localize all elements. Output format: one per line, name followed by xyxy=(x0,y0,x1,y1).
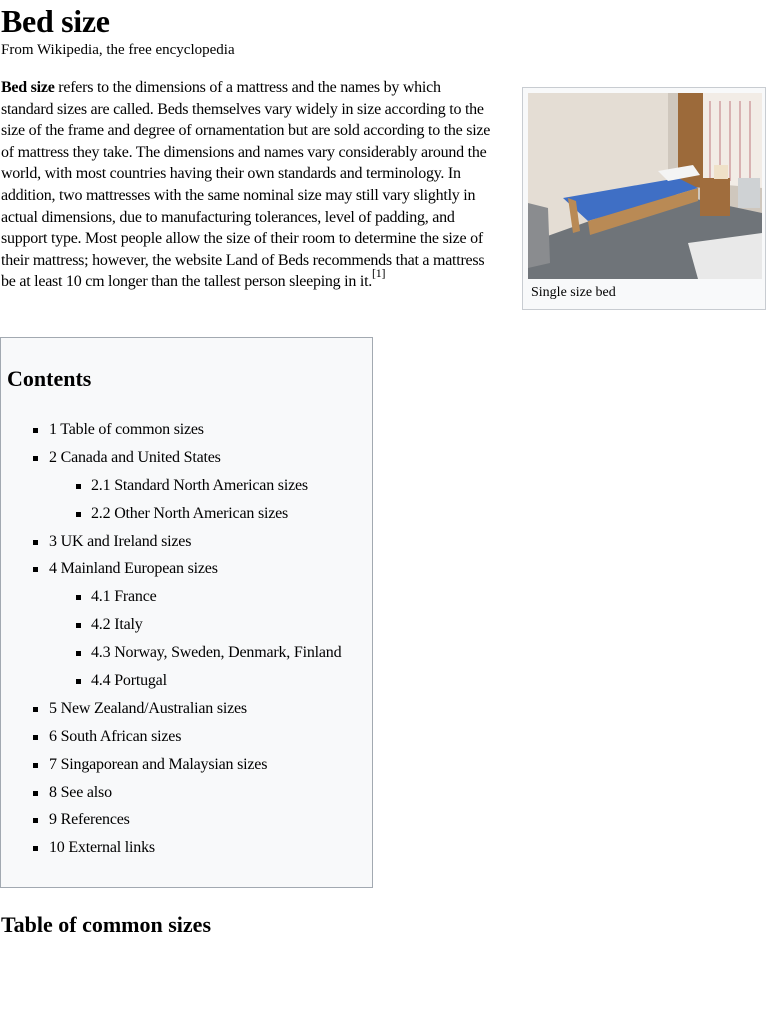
toc-item xyxy=(1,446,341,474)
bullet-icon xyxy=(76,512,81,517)
toc-item xyxy=(1,502,341,530)
toc-link[interactable]: 4.2 Italy xyxy=(91,616,143,634)
bullet-icon xyxy=(33,846,38,851)
table-of-contents xyxy=(0,337,373,888)
toc-item xyxy=(1,474,341,502)
toc-link[interactable]: 4 Mainland European sizes xyxy=(49,560,218,578)
bullet-icon xyxy=(76,651,81,656)
toc-link[interactable]: 10 External links xyxy=(49,839,155,857)
toc-item xyxy=(1,836,341,864)
bullet-icon xyxy=(76,595,81,600)
toc-link[interactable]: 9 References xyxy=(49,811,130,829)
toc-link[interactable]: 2 Canada and United States xyxy=(49,448,221,466)
figure-thumbnail xyxy=(522,87,766,310)
toc-item xyxy=(1,613,341,641)
figure-caption: Single size bed xyxy=(531,285,616,300)
toc-link[interactable]: 4.4 Portugal xyxy=(91,672,167,690)
page-subtitle: From Wikipedia, the free encyclopedia xyxy=(1,42,235,58)
intro-paragraph xyxy=(1,77,495,293)
toc-item xyxy=(1,753,341,781)
toc-link[interactable]: 7 Singaporean and Malaysian sizes xyxy=(49,755,268,773)
toc-link[interactable]: 3 UK and Ireland sizes xyxy=(49,532,192,550)
bullet-icon xyxy=(33,818,38,823)
toc-link[interactable]: 4.3 Norway, Sweden, Denmark, Finland xyxy=(91,644,342,662)
toc-link[interactable]: 2.2 Other North American sizes xyxy=(91,504,289,522)
bullet-icon xyxy=(33,567,38,572)
toc-item xyxy=(1,781,341,809)
toc-item xyxy=(1,697,341,725)
toc-list xyxy=(1,418,341,864)
toc-link[interactable]: 2.1 Standard North American sizes xyxy=(91,476,308,494)
bullet-icon xyxy=(76,484,81,489)
intro-text: refers to the dimensions of a mattress and the names by which standard sizes are called. Beds themselves vary widely in size according to the size of the frame and degree of ornamentation but are sold according to the size of mattress they take. The dimensions and names vary considerably around the world, with most countries having their own standards and terminology. In addition, two mattresses with the same nominal size may still vary slightly in actual dimensions, due to manufacturing tolerances, level of padding, and support type. Most people allow the size of their room to determine the size of their mattress; however, the website Land of Beds recommends that a mattress be at least 10 cm longer than the tallest person sleeping in it. xyxy=(1,79,491,291)
toc-item xyxy=(1,557,341,585)
reference-link-1[interactable]: [1] xyxy=(372,266,386,281)
toc-title: Contents xyxy=(7,366,92,391)
bullet-icon xyxy=(33,707,38,712)
bullet-icon xyxy=(33,456,38,461)
toc-item xyxy=(1,585,341,613)
toc-item xyxy=(1,808,341,836)
bullet-icon xyxy=(76,623,81,628)
toc-link[interactable]: 5 New Zealand/Australian sizes xyxy=(49,699,247,717)
toc-link[interactable]: 6 South African sizes xyxy=(49,727,182,745)
toc-link[interactable]: 1 Table of common sizes xyxy=(49,421,204,438)
intro-bold-term: Bed size xyxy=(1,79,55,96)
toc-link[interactable]: 4.1 France xyxy=(91,588,157,606)
bullet-icon xyxy=(33,428,38,433)
page-title: Bed size xyxy=(1,3,110,39)
toc-item xyxy=(1,418,341,446)
bullet-icon xyxy=(33,540,38,545)
toc-item xyxy=(1,530,341,558)
toc-link[interactable]: 8 See also xyxy=(49,783,112,801)
toc-item xyxy=(1,641,341,669)
section-heading-table-of-common-sizes: Table of common sizes xyxy=(1,912,212,937)
toc-item xyxy=(1,669,341,697)
bullet-icon xyxy=(76,679,81,684)
toc-item xyxy=(1,725,341,753)
bed-photo[interactable] xyxy=(528,93,762,279)
bullet-icon xyxy=(33,763,38,768)
bullet-icon xyxy=(33,735,38,740)
bullet-icon xyxy=(33,791,38,796)
